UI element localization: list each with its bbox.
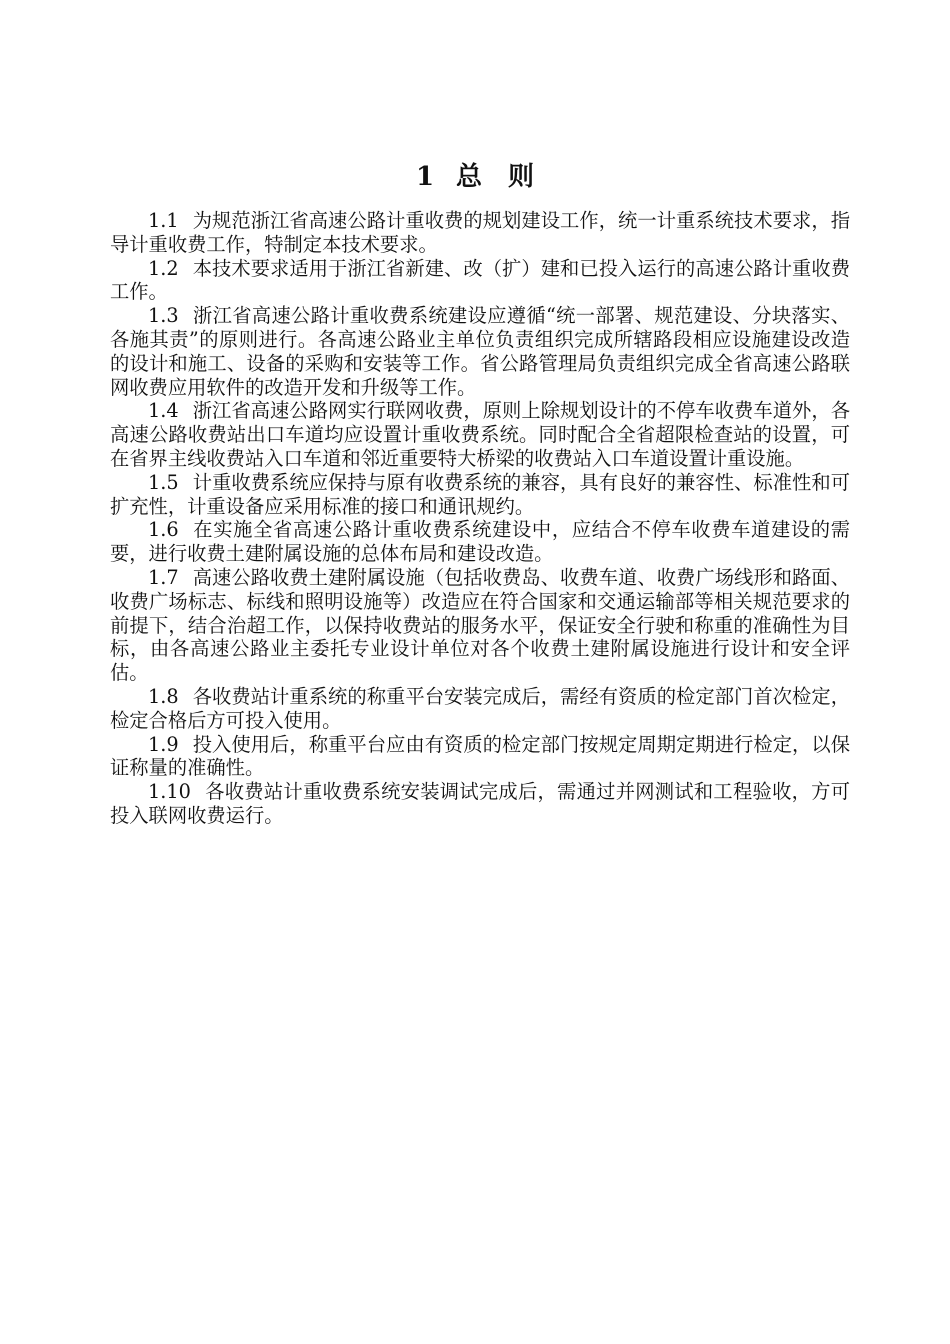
clause-1-9 <box>110 733 850 781</box>
clause-number: 1.7 <box>148 565 179 589</box>
clause-number: 1.8 <box>148 684 179 708</box>
clause-number: 1.3 <box>148 304 179 328</box>
clause-text: 浙江省高速公路计重收费系统建设应遵循“统一部署、规范建设、分块落实、各施其责”的原则进行。各高速公路业主单位负责组织完成所辖路段相应设施建设改造的设计和施工、设备的采购和安装等工作。省公路管理局负责组织完成全省高速公路联网收费应用软件的改造开发和升级等工作。 <box>110 304 850 399</box>
clause-number: 1.6 <box>148 518 179 542</box>
clause-1-5 <box>110 471 850 519</box>
clause-number: 1.9 <box>148 732 179 756</box>
clause-text: 各收费站计重系统的称重平台安装完成后，需经有资质的检定部门首次检定，检定合格后方可投入使用。 <box>110 684 850 732</box>
clause-1-7 <box>110 566 850 685</box>
clause-text: 各收费站计重收费系统安装调试完成后，需通过并网测试和工程验收，方可投入联网收费运行。 <box>110 780 850 827</box>
clause-number: 1.5 <box>148 470 179 494</box>
clause-text: 投入使用后，称重平台应由有资质的检定部门按规定周期定期进行检定，以保证称量的准确性。 <box>110 732 850 780</box>
chapter-title-part2: 则 <box>508 162 535 193</box>
clause-text: 本技术要求适用于浙江省新建、改（扩）建和已投入运行的高速公路计重收费工作。 <box>110 256 850 304</box>
chapter-title-part1: 总 <box>456 162 483 193</box>
chapter-number: 1 <box>415 162 435 193</box>
clause-text: 计重收费系统应保持与原有收费系统的兼容，具有良好的兼容性、标准性和可扩充性，计重设备应采用标准的接口和通讯规约。 <box>110 470 850 518</box>
clause-text: 在实施全省高速公路计重收费系统建设中，应结合不停车收费车道建设的需要，进行收费土建附属设施的总体布局和建设改造。 <box>110 518 850 566</box>
clause-number: 1.10 <box>148 780 191 804</box>
clause-text: 浙江省高速公路网实行联网收费，原则上除规划设计的不停车收费车道外，各高速公路收费站出口车道均应设置计重收费系统。同时配合全省超限检查站的设置，可在省界主线收费站入口车道和邻近重要特大桥梁的收费站入口车道设置计重设施。 <box>110 399 850 470</box>
clause-1-2 <box>110 257 850 305</box>
clause-1-6 <box>110 518 850 566</box>
clause-text: 为规范浙江省高速公路计重收费的规划建设工作，统一计重系统技术要求，指导计重收费工作，特制定本技术要求。 <box>110 209 850 256</box>
clause-1-3 <box>110 304 850 399</box>
clause-text: 高速公路收费土建附属设施（包括收费岛、收费车道、收费广场线形和路面、收费广场标志、标线和照明设施等）改造应在符合国家和交通运输部等相关规范要求的前提下，结合治超工作，以保持收费站的服务水平，保证安全行驶和称重的准确性为目标，由各高速公路业主委托专业设计单位对各个收费土建附属设施进行设计和安全评估。 <box>110 565 850 685</box>
clause-number: 1.4 <box>148 399 179 423</box>
clause-1-10 <box>110 780 850 828</box>
chapter-body <box>110 209 850 828</box>
clause-1-1 <box>110 209 850 257</box>
clause-number: 1.2 <box>148 256 179 280</box>
chapter-title <box>0 157 950 197</box>
clause-1-4 <box>110 399 850 470</box>
clause-1-8 <box>110 685 850 733</box>
clause-number: 1.1 <box>148 209 179 232</box>
